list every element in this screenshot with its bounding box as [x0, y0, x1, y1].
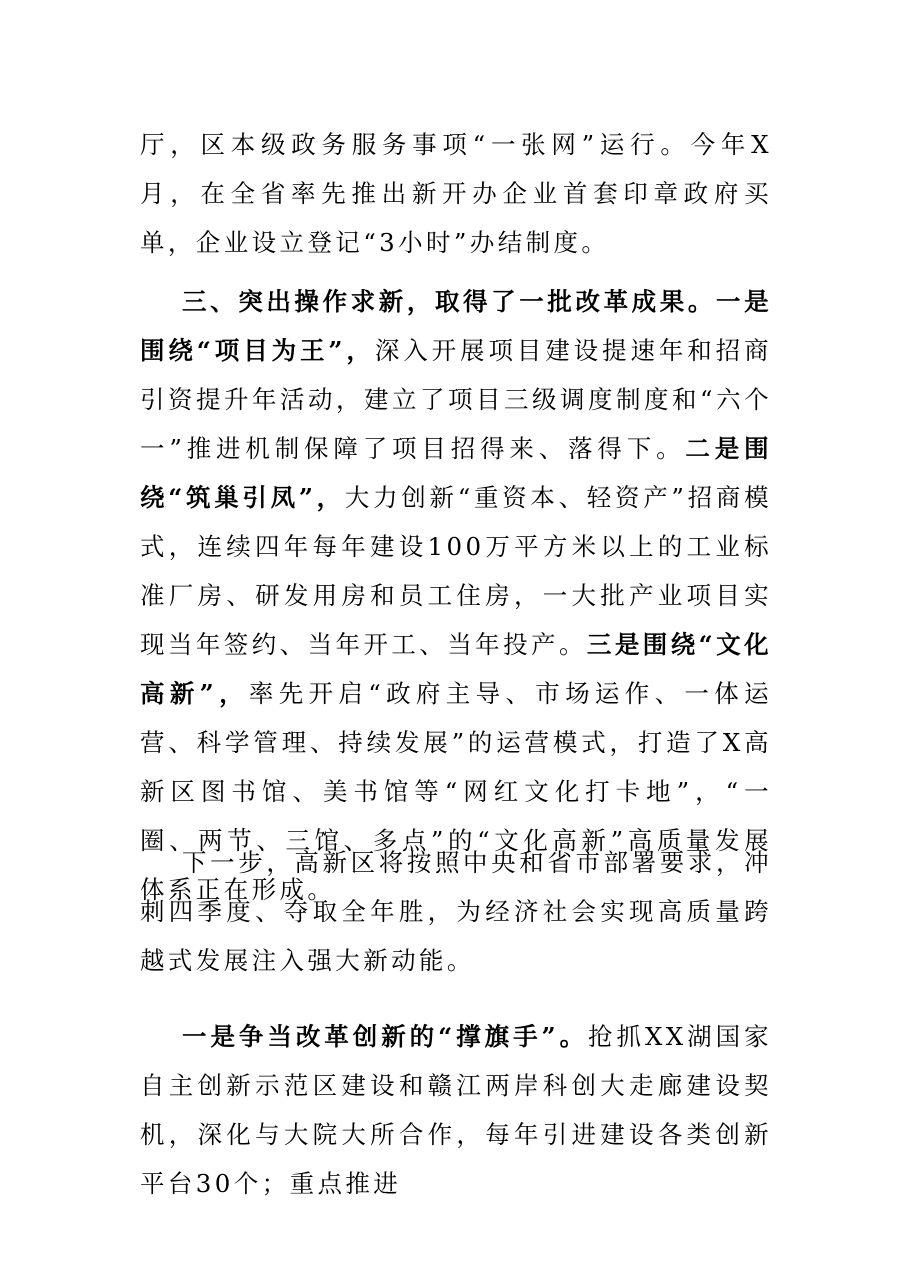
paragraph-3	[140, 838, 772, 985]
paragraph-2	[140, 277, 772, 914]
paragraph-4	[140, 1012, 772, 1208]
paragraph-1	[140, 120, 772, 267]
section-heading-3: 三、突出操作求新，取得了一批改革成果。一是围绕“项目为王”，	[140, 287, 772, 365]
point-heading-2: 二是围绕“筑巢引凤”，	[140, 434, 772, 512]
paragraph-4-text: 抢抓XX湖国家自主创新示范区建设和赣江两岸科创大走廊建设契机，深化与大院大所合作，每年引进建设各类创新平台30个；重点推进	[140, 1022, 772, 1198]
point-heading-3: 三是围绕“文化高新”，	[140, 630, 772, 708]
paragraph-2-text-b: 大力创新“重资本、轻资产”招商模式，连续四年每年建设100万平方米以上的工业标准厂房、研发用房和员工住房，一大批产业项目实现当年签约、当年开工、当年投产。	[140, 483, 772, 659]
paragraph-1-text: 厅，区本级政务服务事项“一张网”运行。今年X月，在全省率先推出新开办企业首套印章政府买单，企业设立登记“3小时”办结制度。	[140, 130, 772, 257]
paragraph-2-text-c: 率先开启“政府主导、市场运作、一体运营、科学管理、持续发展”的运营模式，打造了X高新区图书馆、美书馆等“网红文化打卡地”，“一圈、两节、三馆、多点”的“文化高新”高质量发展体系正在形成。	[140, 679, 772, 904]
paragraph-3-text: 下一步，高新区将按照中央和省市部署要求，冲刺四季度、夺取全年胜，为经济社会实现高质量跨越式发展注入强大新动能。	[140, 848, 772, 975]
point-heading-1: 一是争当改革创新的“撑旗手”。	[182, 1022, 589, 1051]
paragraph-2-text-a: 深入开展项目建设提速年和招商引资提升年活动，建立了项目三级调度制度和“六个一”推进机制保障了项目招得来、落得下。	[140, 336, 772, 463]
